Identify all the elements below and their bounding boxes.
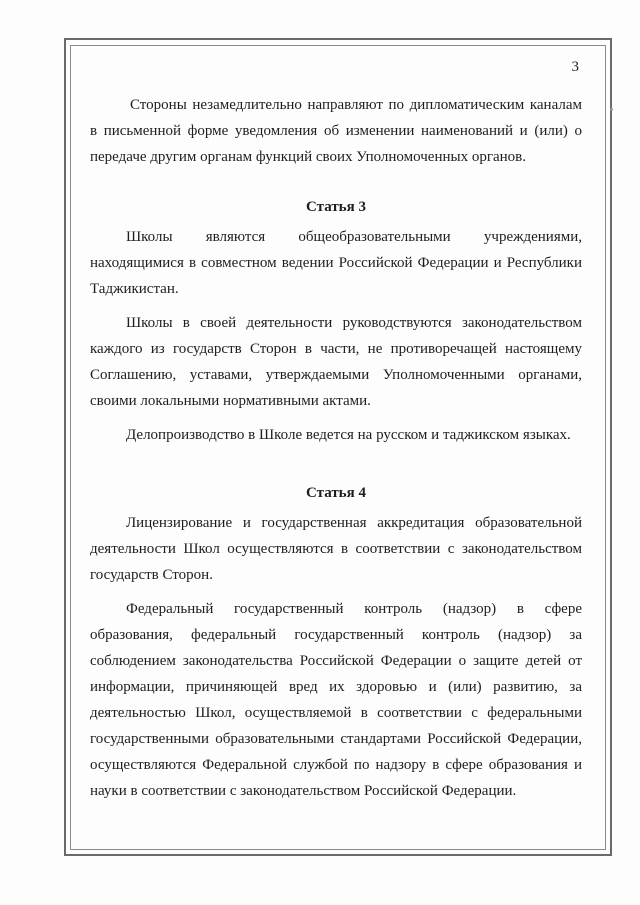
article-4-heading: Статья 4 bbox=[306, 485, 366, 501]
page-number: 3 bbox=[571, 59, 579, 75]
article-3-paragraph-3: Делопроизводство в Школе ведется на русском и таджикском языках. bbox=[126, 427, 571, 443]
article-4-paragraph-2: Федеральный государственный контроль (надзор) в сфере образования, федеральный государственный контроль (надзор) за соблюдением законодательства Российской Федерации о защите детей от информации, причиняющей вред их здоровью и (или) развитию, за деятельностью Школ, осуществляемой в соответствии с федеральными государственными образовательными стандартами Российской Федерации, осуществляются Федеральной службой по надзору в сфере образования и науки в соответствии с законодательством Российской Федерации. bbox=[90, 601, 582, 799]
article-4-paragraph-1: Лицензирование и государственная аккредитация образовательной деятельности Школ осуществляются в соответствии с законодательством государств Сторон. bbox=[90, 515, 582, 583]
article-3-heading: Статья 3 bbox=[306, 199, 366, 215]
scan-speck bbox=[610, 108, 613, 111]
document-body bbox=[90, 92, 582, 804]
article-3-paragraph-1: Школы являются общеобразовательными учреждениями, находящимися в совместном ведении Российской Федерации и Республики Таджикистан. bbox=[90, 229, 582, 297]
article-3-paragraph-2: Школы в своей деятельности руководствуются законодательством каждого из государств Сторон в части, не противоречащей настоящему Соглашению, уставами, утверждаемыми Уполномоченными органами, своими локальными нормативными актами. bbox=[90, 315, 582, 409]
paragraph-intro: Стороны незамедлительно направляют по дипломатическим каналам в письменной форме уведомления об изменении наименований и (или) о передаче другим органам функций своих Уполномоченных органов. bbox=[90, 97, 582, 165]
